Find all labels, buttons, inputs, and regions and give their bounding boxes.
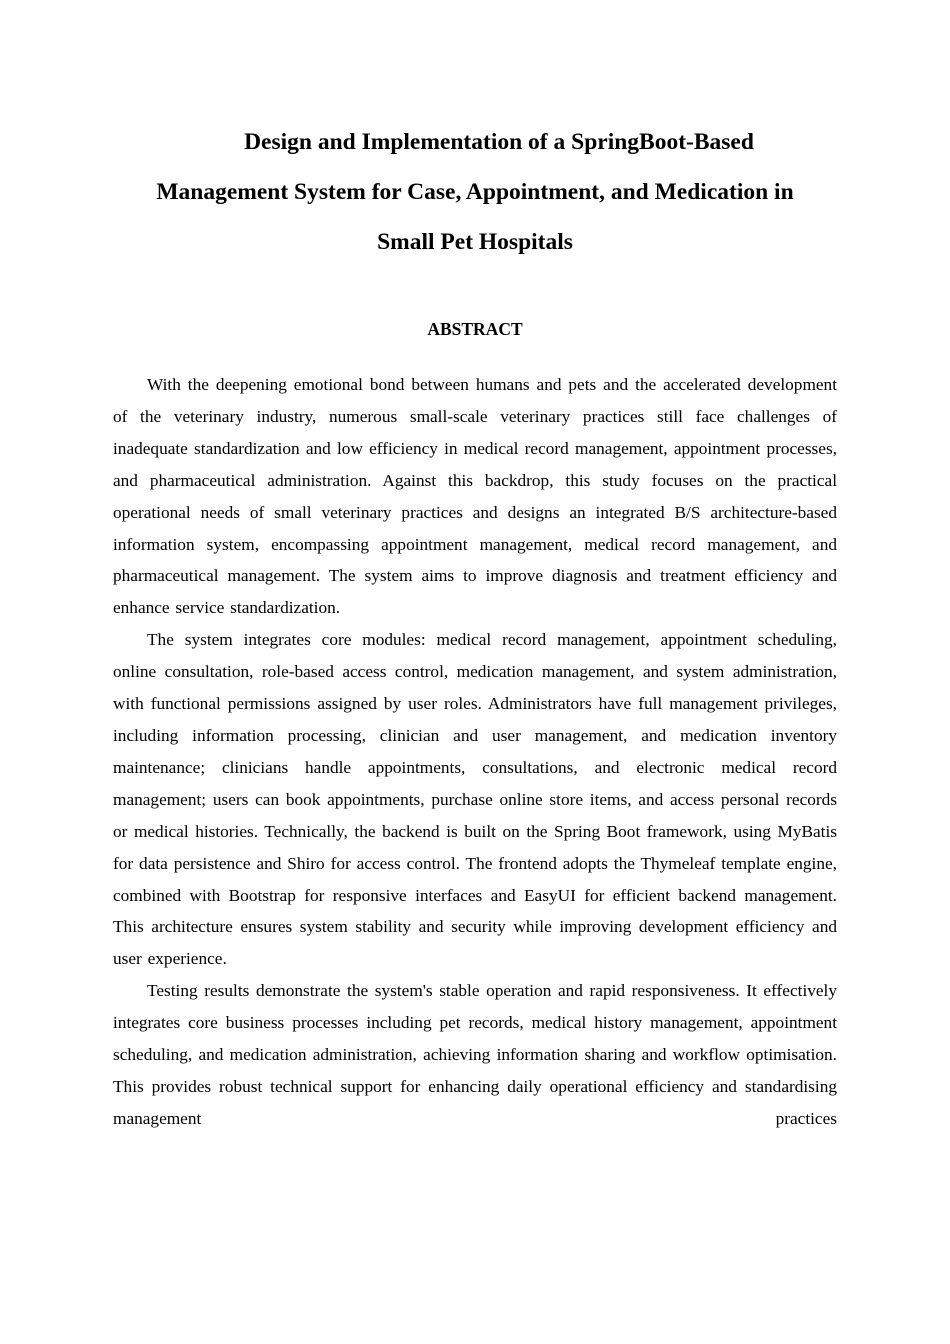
abstract-paragraph-1: With the deepening emotional bond between humans and pets and the accelerated development of the veterinary industry, numerous small-scale veterinary practices still face challenges of inadequate standardization and low efficiency in medical record management, appointment processes, and pharmaceutical administration. Against this backdrop, this study focuses on the practical operational needs of small veterinary practices and designs an integrated B/S architecture-based information system, encompassing appointment management, medical record management, and pharmaceutical management. The system aims to improve diagnosis and treatment efficiency and enhance service standardization. [113,375,837,618]
title-line-1: Design and Implementation of a SpringBoot-Based [244,129,754,155]
title-line-3: Small Pet Hospitals [377,229,573,255]
title-line-2: Management System for Case, Appointment, and Medication in [156,179,794,205]
abstract-body [113,369,837,1135]
abstract-paragraph-2: The system integrates core modules: medical record management, appointment scheduling, online consultation, role-based access control, medication management, and system administration, with functional permissions assigned by user roles. Administrators have full management privileges, including information processing, clinician and user management, and medication inventory maintenance; clinicians handle appointments, consultations, and electronic medical record management; users can book appointments, purchase online store items, and access personal records or medical histories. Technically, the backend is built on the Spring Boot framework, using MyBatis for data persistence and Shiro for access control. The frontend adopts the Thymeleaf template engine, combined with Bootstrap for responsive interfaces and EasyUI for efficient backend management. This architecture ensures system stability and security while improving development efficiency and user experience. [113,630,837,969]
abstract-heading: ABSTRACT [427,319,523,339]
abstract-paragraph-3: Testing results demonstrate the system's stable operation and rapid responsiveness. It effectively integrates core business processes including pet records, medical history management, appointment scheduling, and medication administration, achieving information sharing and workflow optimisation. This provides robust technical support for enhancing daily operational efficiency and standardising management practices [113,981,837,1128]
paper-title [113,117,837,267]
